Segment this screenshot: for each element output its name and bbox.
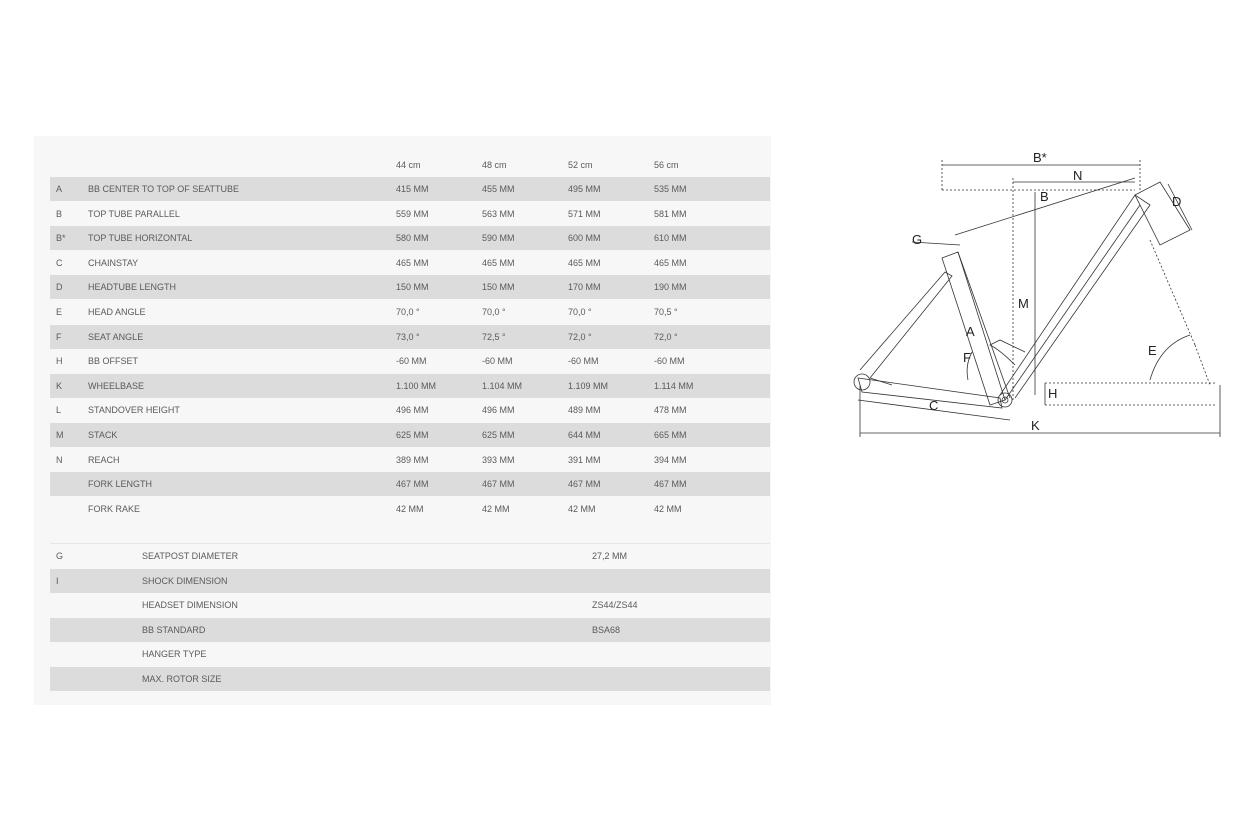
spec-code: I xyxy=(56,575,59,586)
row-label: SEAT ANGLE xyxy=(88,331,144,342)
row-value: -60 MM xyxy=(654,356,685,367)
label-e: E xyxy=(1148,343,1157,358)
spec-label: HANGER TYPE xyxy=(142,649,207,660)
row-label: CHAINSTAY xyxy=(88,257,139,268)
row-label: STACK xyxy=(88,430,118,440)
row-value: 465 MM xyxy=(568,257,601,268)
row-label: TOP TUBE HORIZONTAL xyxy=(88,233,193,244)
row-value: 393 MM xyxy=(482,454,515,465)
row-value: 467 MM xyxy=(396,479,429,490)
row-value: 415 MM xyxy=(396,184,429,194)
row-value: 489 MM xyxy=(568,405,601,416)
row-value: 73,0 ° xyxy=(396,331,420,342)
row-code: B* xyxy=(56,233,66,244)
row-label: FORK RAKE xyxy=(88,503,141,514)
spec-value: BSA68 xyxy=(592,624,621,635)
row-value: 496 MM xyxy=(396,405,429,416)
row-value: 610 MM xyxy=(654,233,687,244)
row-value: 42 MM xyxy=(654,503,682,514)
row-value: 590 MM xyxy=(482,233,515,244)
dim-b xyxy=(955,178,1135,235)
row-value: 72,5 ° xyxy=(482,331,506,342)
row-value: 72,0 ° xyxy=(654,331,678,342)
row-value: 465 MM xyxy=(482,257,515,268)
spec-code: G xyxy=(56,551,64,561)
size-header-44: 44 cm xyxy=(396,160,421,170)
row-value: -60 MM xyxy=(568,356,599,367)
row-value: 389 MM xyxy=(396,454,429,465)
label-a: A xyxy=(966,324,975,339)
row-label: WHEELBASE xyxy=(88,380,145,391)
row-code: L xyxy=(56,405,62,416)
row-value: 42 MM xyxy=(482,503,510,514)
diagram-labels xyxy=(912,150,1181,433)
row-code: B xyxy=(56,208,63,219)
row-label: TOP TUBE PARALLEL xyxy=(88,208,180,219)
row-code: M xyxy=(56,430,64,440)
row-label: BB OFFSET xyxy=(88,356,139,367)
row-code: N xyxy=(56,454,63,465)
row-value: 42 MM xyxy=(568,503,596,514)
row-label: REACH xyxy=(88,454,120,465)
label-d: D xyxy=(1172,194,1182,209)
row-value: 70,5 ° xyxy=(654,307,678,317)
row-value: 70,0 ° xyxy=(568,307,592,317)
row-value: 150 MM xyxy=(482,282,515,293)
label-f: F xyxy=(963,350,971,365)
label-n: N xyxy=(1073,168,1083,183)
row-value: -60 MM xyxy=(482,356,513,367)
row-value: 150 MM xyxy=(396,282,429,293)
row-value: 495 MM xyxy=(568,184,601,194)
label-h: H xyxy=(1048,386,1058,401)
label-b-star: B* xyxy=(1033,150,1047,165)
row-value: 478 MM xyxy=(654,405,687,416)
label-g: G xyxy=(912,232,923,247)
spec-value: ZS44/ZS44 xyxy=(592,600,638,611)
row-code: A xyxy=(56,184,63,194)
row-value: 190 MM xyxy=(654,282,687,293)
row-value: 1.109 MM xyxy=(568,380,609,391)
row-value: -60 MM xyxy=(396,356,427,367)
row-value: 625 MM xyxy=(396,430,429,440)
row-value: 644 MM xyxy=(568,430,601,440)
row-code: F xyxy=(56,331,62,342)
row-value: 465 MM xyxy=(396,257,429,268)
row-code: K xyxy=(56,380,63,391)
size-header-56: 56 cm xyxy=(654,160,679,170)
row-value: 70,0 ° xyxy=(482,307,506,317)
row-value: 571 MM xyxy=(568,208,601,219)
spec-value: 27,2 MM xyxy=(592,551,628,561)
label-m: M xyxy=(1018,296,1029,311)
row-value: 563 MM xyxy=(482,208,515,219)
row-value: 467 MM xyxy=(568,479,601,490)
bike-frame xyxy=(854,182,1190,408)
row-code: H xyxy=(56,356,63,367)
label-b: B xyxy=(1040,189,1049,204)
row-value: 1.114 MM xyxy=(654,380,694,391)
spec-label: HEADSET DIMENSION xyxy=(142,600,238,611)
size-header-52: 52 cm xyxy=(568,160,593,170)
row-value: 600 MM xyxy=(568,233,601,244)
spec-label: MAX. ROTOR SIZE xyxy=(142,674,222,684)
spec-label: SEATPOST DIAMETER xyxy=(142,551,239,561)
row-value: 1.100 MM xyxy=(396,380,437,391)
row-code: E xyxy=(56,307,63,317)
row-value: 496 MM xyxy=(482,405,515,416)
row-value: 1.104 MM xyxy=(482,380,523,391)
row-label: HEAD ANGLE xyxy=(88,307,146,317)
row-label: HEADTUBE LENGTH xyxy=(88,282,177,293)
row-value: 455 MM xyxy=(482,184,515,194)
row-value: 580 MM xyxy=(396,233,429,244)
row-value: 42 MM xyxy=(396,503,424,514)
spec-label: SHOCK DIMENSION xyxy=(142,575,228,586)
row-value: 394 MM xyxy=(654,454,687,465)
label-k: K xyxy=(1031,418,1040,433)
row-value: 467 MM xyxy=(654,479,687,490)
row-value: 70,0 ° xyxy=(396,307,420,317)
row-value: 625 MM xyxy=(482,430,515,440)
row-value: 72,0 ° xyxy=(568,331,592,342)
row-value: 391 MM xyxy=(568,454,601,465)
row-value: 665 MM xyxy=(654,430,687,440)
row-value: 170 MM xyxy=(568,282,601,293)
row-label: STANDOVER HEIGHT xyxy=(88,405,180,416)
row-code: C xyxy=(56,257,63,268)
row-code: D xyxy=(56,282,63,293)
label-c: C xyxy=(929,398,939,413)
spec-label: BB STANDARD xyxy=(142,624,206,635)
row-label: FORK LENGTH xyxy=(88,479,153,490)
row-value: 467 MM xyxy=(482,479,515,490)
row-value: 465 MM xyxy=(654,257,687,268)
row-label: BB CENTER TO TOP OF SEATTUBE xyxy=(88,184,240,194)
row-value: 581 MM xyxy=(654,208,687,219)
row-value: 535 MM xyxy=(654,184,687,194)
size-header-48: 48 cm xyxy=(482,160,507,170)
row-value: 559 MM xyxy=(396,208,429,219)
